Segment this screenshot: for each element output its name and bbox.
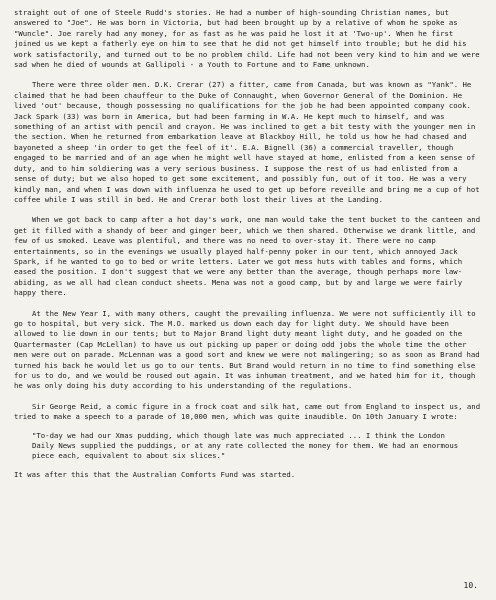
paragraph-influenza: At the New Year I, with many others, caught the prevailing influenza. We were not sufficiently ill to go to hospital, but very sick. The M.O. marked us down each day for light duty. We should have been allowed to lie down in our tents; but to Major Brand light duty meant light duty, and he goaded on the Quartermaster (Cap McLellan) to have us out picking up paper or doing odd jobs the whole time the other men were out on parade. McLennan was a good sort and knew we were not malingering; so as soon as Brand had turned his back he would let us go to our tents. But Brand would return in no time to find something else for us to do, and we would be roused out again. It was inhuman treatment, and we hated him for it, though he was only doing his duty according to his understanding of the regulations. (14, 308, 480, 391)
page-number: 10. (463, 581, 478, 590)
diary-quote: "To-day we had our Xmas pudding, which though late was much appreciated ... I think the London Daily News supplied the puddings, or at any rate collected the money for them. We had an enormous piece each, equivalent to about six slices." (32, 430, 459, 461)
closing-line: It was after this that the Australian Comforts Fund was started. (14, 469, 296, 479)
paragraph-camp-life: When we got back to camp after a hot day's work, one man would take the tent bucket to the canteen and get it filled with a shandy of beer and ginger beer, which we then shared. Otherwise we drank little, and few of us smoked. Leave was plentiful, and there was no need to over-stay it. There were no camp entertainments, so in the evenings we usually played half-penny poker in our tent, which annoyed Jack Spark, if he wanted to go to bed or write letters. Later we got mess huts with tables and forms, which eased the position. I don't suggest that we were any better than the average, though perhaps more law-abiding, as we all had clean conduct sheets. Mena was not a good camp, but by and large we were fairly happy there. (14, 215, 481, 298)
paragraph-george-reid: Sir George Reid, a comic figure in a frock coat and silk hat, came out from England to inspect us, and tried to make a speech to a parade of 10,000 men, which was quite inaudible. On 10th January I wrote: (14, 401, 481, 422)
paragraph-older-men: There were three older men. D.K. Crerar (27) a fitter, came from Canada, but was known as "Yank". He claimed that he had been chauffeur to the Duke of Connaught, when Governor General of the Dominion. He lived 'out' because, though possessing no qualifications for the job he had been appointed company cook. Jack Spark (33) was born in America, but had been farming in W.A. He kept much to himself, and was something of an artist with pencil and crayon. He was inclined to get a bit testy with the younger men in the section. When he returned from embarkation leave at Blackboy Hill, he told us how he had chased and bayoneted a sheep 'in order to get the feel of it'. E.A. Bignell (36) a commercial traveller, though engaged to be married and of an age when he might well have stayed at home, enlisted from a keen sense of duty, and to him soldiering was a very serious business. I suppose the rest of us had enlisted from a sense of duty; but we also hoped to get some excitement, and possibly fun, out of it too. He was a very kindly man, and when I was down with influenza he used to get up before reveille and bring me a cup of hot coffee while I was still in bed. He and Crerar both lost their lives at the Landing. (14, 80, 480, 204)
paragraph-joe: straight out of one of Steele Rudd's stories. He had a number of high-sounding Christian names, but answered to "Joe". He was born in Victoria, but had been brought up by a relative of whom he spoke as "Wuncle". Joe rarely had any money, for as fast as he was paid he lost it at 'Two-up'. When he first joined us we kept a fatherly eye on him to see that he did not get himself into trouble; but he did his work satisfactorily, and turned out to be no problem child. Life had not been very kind to him and we were sad when he died of wounds at Gallipoli - a Youth to Fortune and to Fame unknown. (14, 8, 480, 70)
